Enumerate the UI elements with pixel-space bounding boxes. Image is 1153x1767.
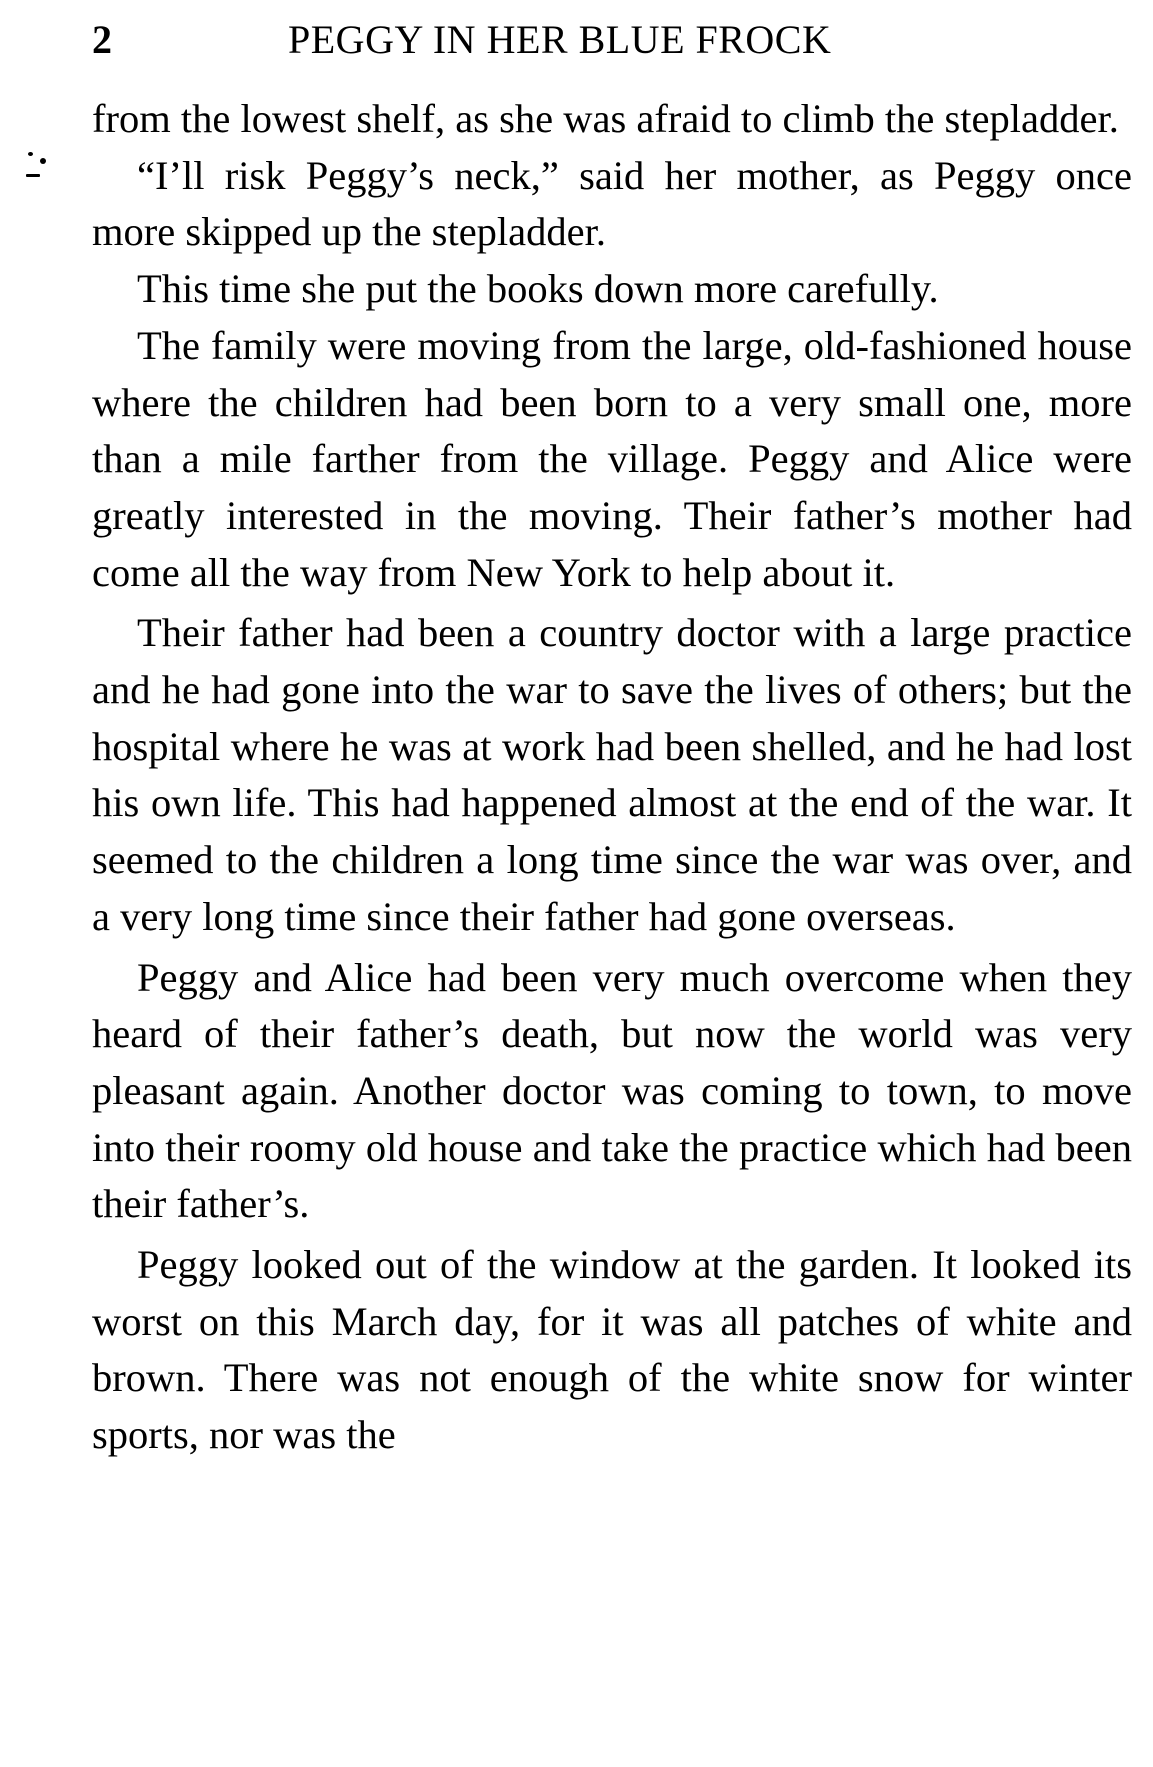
paragraph: The family were moving from the large, old-fashioned house where the children had been born to a very small one, more than a mile farther from the village. Peggy and Alice were greatly interested in the moving. Their father’s mother had come all the way from New York to help about it. (92, 322, 1132, 595)
paragraph: This time she put the books down more carefully. (137, 266, 939, 312)
running-head (92, 12, 1132, 68)
page-number: 2 (92, 17, 112, 62)
book-title: PEGGY IN HER BLUE FROCK (288, 17, 832, 62)
body-text (92, 91, 1132, 1464)
paragraph: Peggy and Alice had been very much overcome when they heard of their father’s death, but now the world was very pleasant again. Another doctor was coming to town, to move into their roomy old house and take the practice which had been their father’s. (92, 954, 1132, 1227)
paragraph: “I’ll risk Peggy’s neck,” said her mother, as Peggy once more skipped up the stepladder. (92, 152, 1132, 255)
paragraph: Their father had been a country doctor with a large practice and he had gone into the war to save the lives of others; but the hospital where he was at work had been shelled, and he had lost his own life. This had happened almost at the end of the war. It seemed to the children a long time since the war was over, and a very long time since their father had gone overseas. (92, 610, 1132, 939)
paragraph: Peggy looked out of the window at the garden. It looked its worst on this March day, for it was all patches of white and brown. There was not enough of the white snow for winter sports, nor was the (92, 1242, 1132, 1458)
margin-speck-marks (14, 152, 50, 202)
paragraph-continued: from the lowest shelf, as she was afraid to climb the stepladder. (92, 96, 1119, 141)
